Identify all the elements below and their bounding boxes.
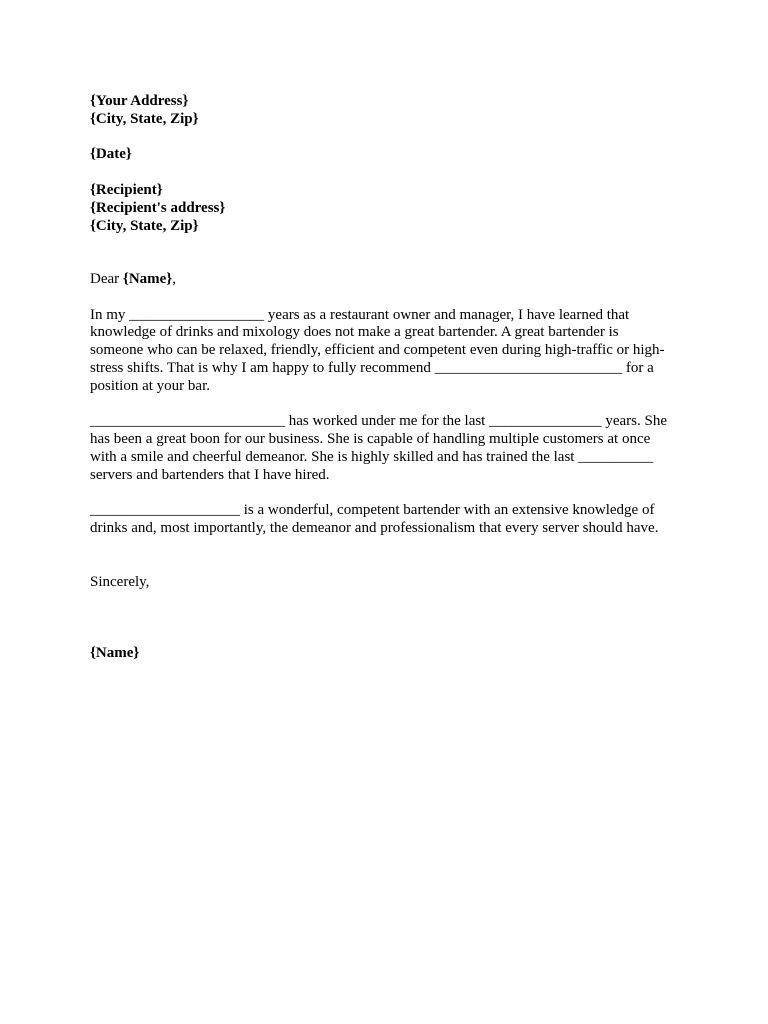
recipient-city-state-zip: {City, State, Zip}	[90, 217, 199, 234]
sender-address: {Your Address}	[90, 93, 189, 109]
paragraph-line: stress shifts. That is why I am happy to fully recommend _________________________ for a	[90, 359, 654, 376]
salutation-suffix: ,	[172, 270, 176, 287]
body-paragraph-2	[90, 413, 680, 484]
paragraph-line: ____________________ is a wonderful, competent bartender with an extensive knowledge of	[90, 502, 655, 519]
paragraph-line: someone who can be relaxed, friendly, efficient and competent even during high-traffic or high-	[90, 342, 665, 359]
recipient-name: {Recipient}	[90, 181, 163, 198]
sender-city-state-zip: {City, State, Zip}	[90, 110, 199, 127]
recipient-address: {Recipient's address}	[90, 199, 226, 216]
paragraph-line: In my __________________ years as a restaurant owner and manager, I have learned that	[90, 306, 630, 323]
paragraph-line: servers and bartenders that I have hired.	[90, 466, 330, 483]
paragraph-line: __________________________ has worked under me for the last _______________ years. She	[90, 413, 668, 430]
salutation-name: {Name}	[122, 270, 173, 287]
letter-page	[90, 93, 680, 663]
sender-block	[90, 93, 680, 129]
paragraph-line: position at your bar.	[90, 377, 210, 394]
salutation-prefix: Dear	[90, 270, 123, 287]
signature-name: {Name}	[90, 644, 140, 661]
letter-date: {Date}	[90, 146, 132, 163]
paragraph-line: drinks and, most importantly, the demeanor and professionalism that every server should have.	[90, 520, 659, 537]
recipient-block	[90, 182, 680, 235]
body-paragraph-1	[90, 307, 680, 396]
salutation	[90, 271, 680, 289]
paragraph-line: knowledge of drinks and mixology does not make a great bartender. A great bartender is	[90, 324, 619, 341]
body-paragraph-3	[90, 502, 680, 538]
paragraph-line: has been a great boon for our business. She is capable of handling multiple customers at once	[90, 431, 651, 448]
paragraph-line: with a smile and cheerful demeanor. She is highly skilled and has trained the last __________	[90, 448, 654, 465]
closing: Sincerely,	[90, 573, 150, 590]
